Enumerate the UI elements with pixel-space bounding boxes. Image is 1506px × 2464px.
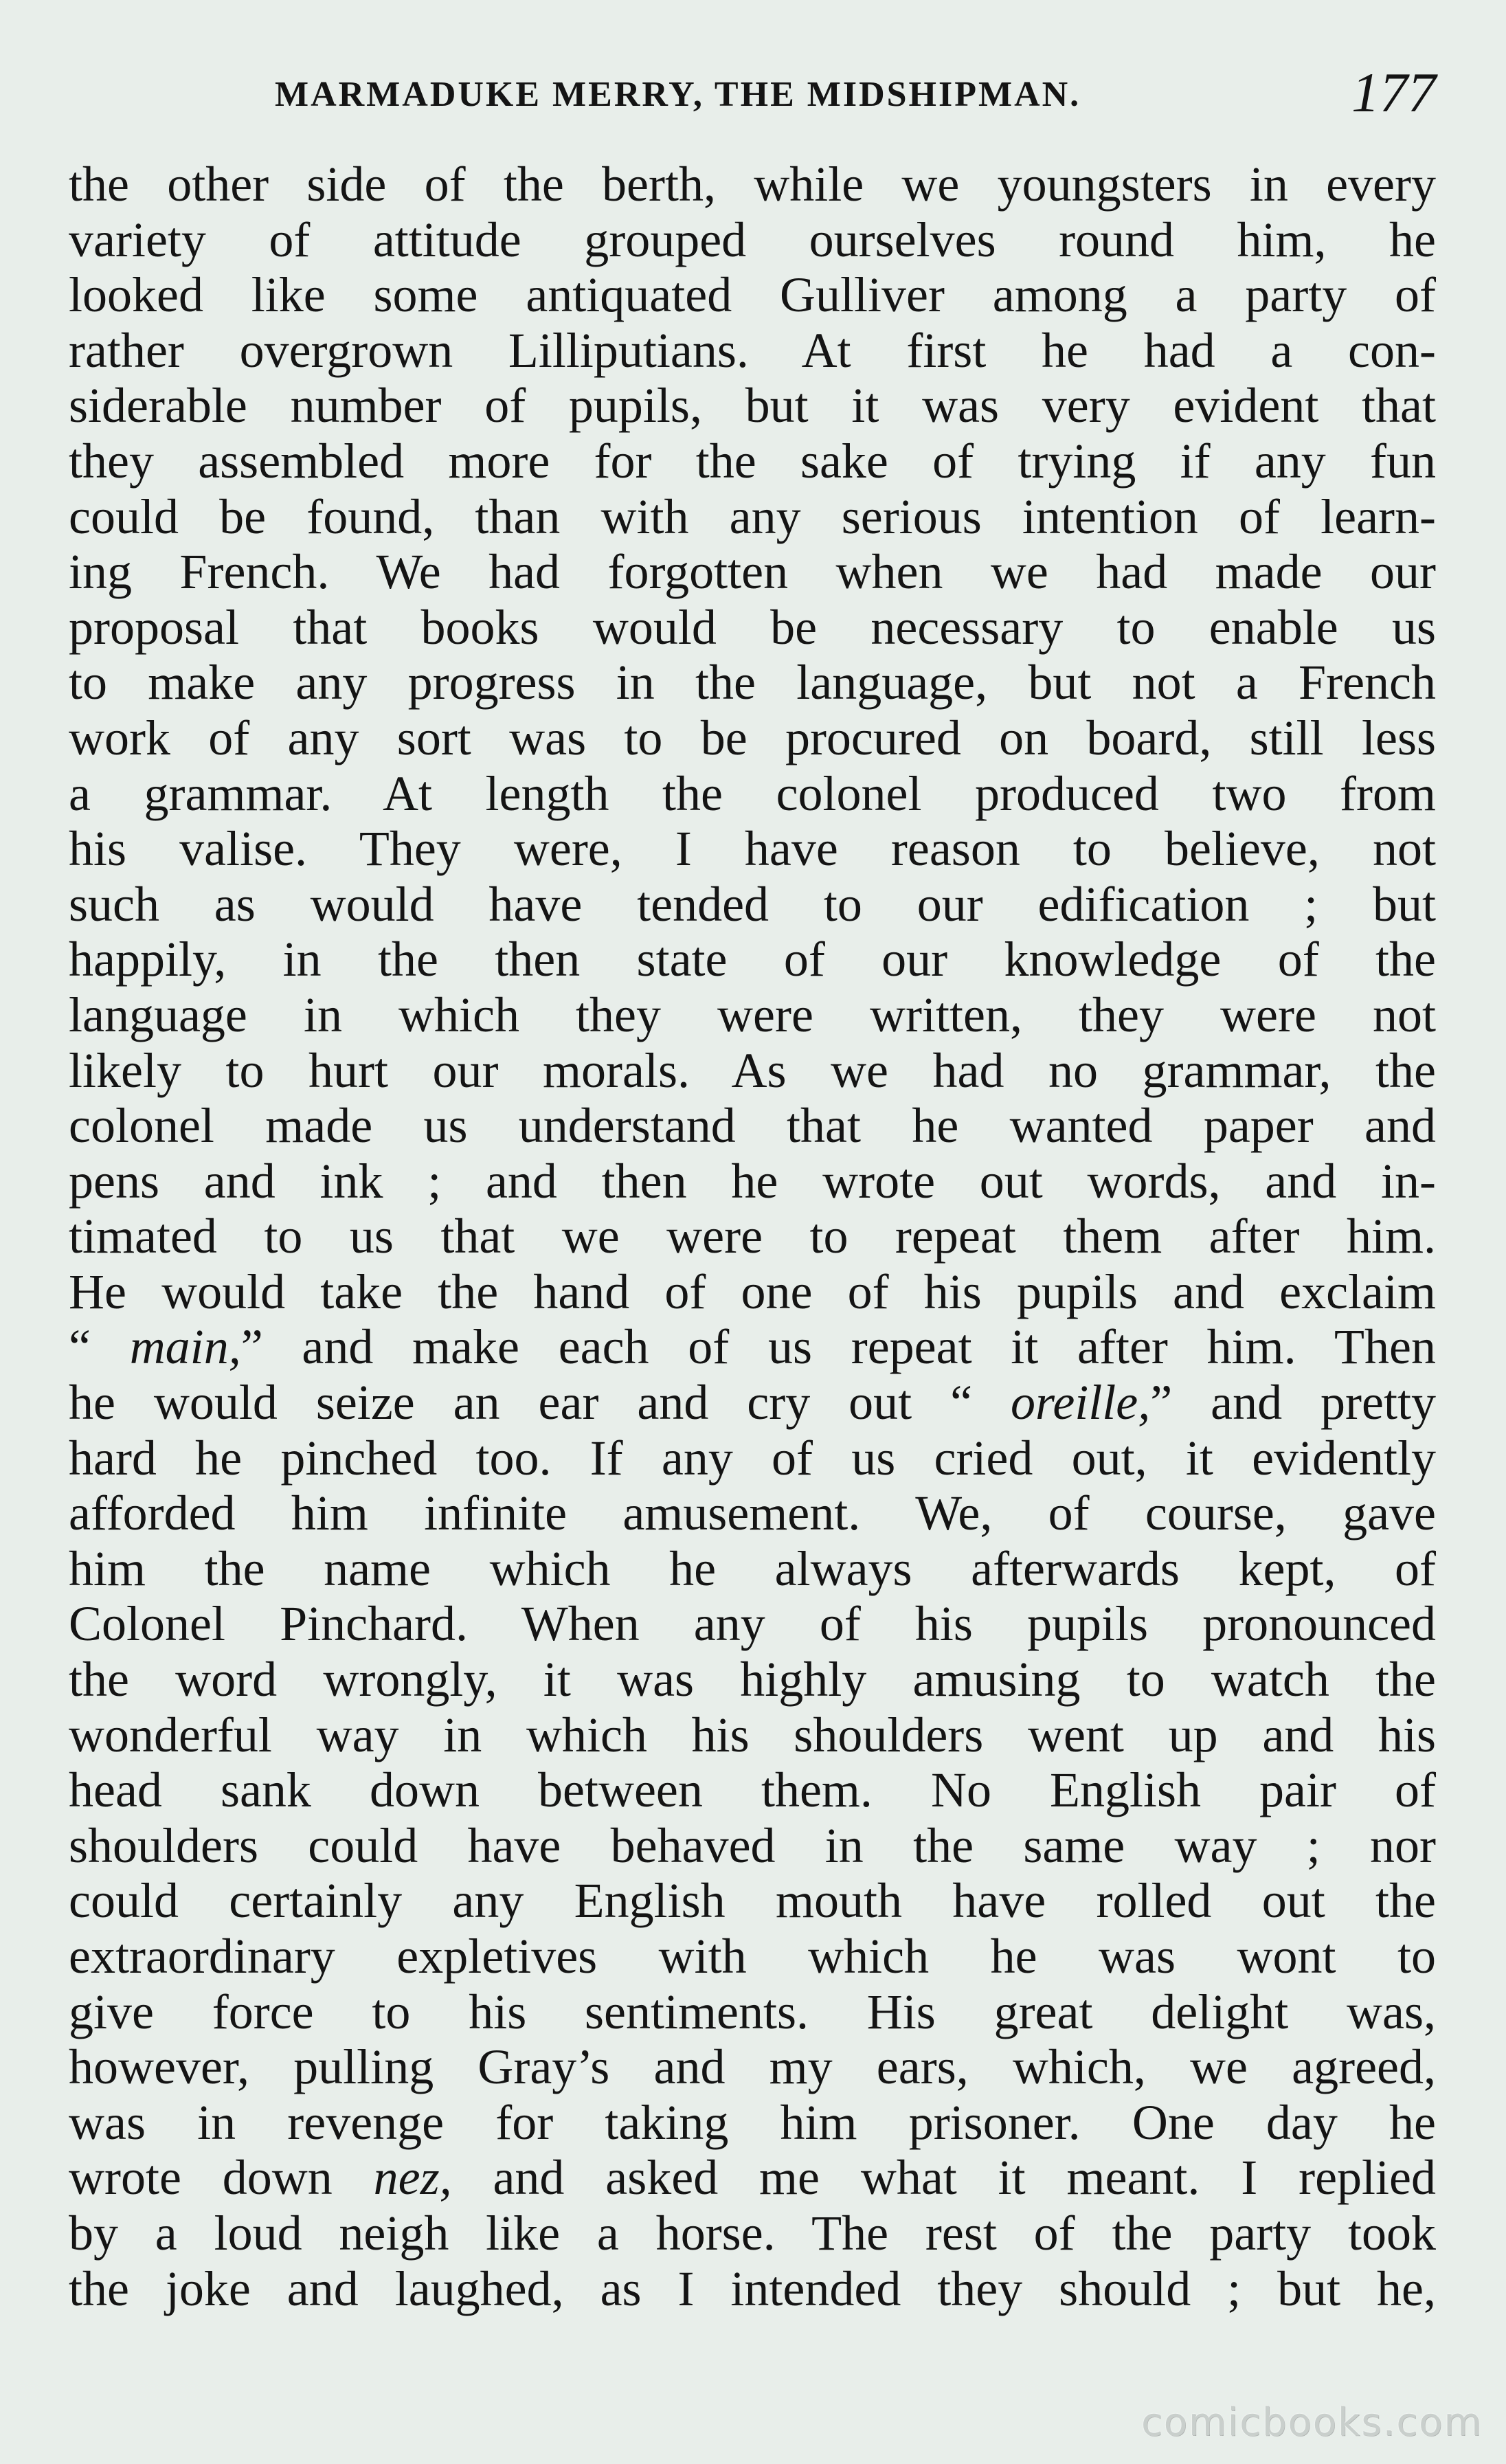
text-line: hard he pinched too. If any of us cried out, it evidently	[69, 1430, 1436, 1486]
text-line: rather overgrown Lilliputians. At first he had a con-	[69, 322, 1436, 378]
text-line: a grammar. At length the colonel produced two from	[69, 765, 1436, 821]
page-number: 177	[1351, 61, 1436, 124]
body-text	[69, 157, 1436, 2316]
text-line: was in revenge for taking him prisoner. One day he	[69, 2094, 1436, 2150]
italic-word: nez,	[373, 2150, 452, 2206]
text-line: “ main,” and make each of us repeat it after him. Then	[69, 1319, 1436, 1375]
text-line: afforded him infinite amusement. We, of course, gave	[69, 1486, 1436, 1541]
text-line: could certainly any English mouth have rolled out the	[69, 1873, 1436, 1929]
italic-word: oreille,	[1010, 1375, 1151, 1431]
text-line: to make any progress in the language, but not a French	[69, 655, 1436, 710]
text-line: wonderful way in which his shoulders went up and his	[69, 1707, 1436, 1762]
text-line: timated to us that we were to repeat them after him.	[69, 1209, 1436, 1264]
text-line: colonel made us understand that he wanted paper and	[69, 1098, 1436, 1154]
text-line: pens and ink ; and then he wrote out words, and in-	[69, 1153, 1436, 1209]
text-line: shoulders could have behaved in the same way ; nor	[69, 1817, 1436, 1873]
running-title: MARMADUKE MERRY, THE MIDSHIPMAN.	[275, 75, 1081, 114]
text-line: ing French. We had forgotten when we had made our	[69, 544, 1436, 600]
text-line: variety of attitude grouped ourselves round him, he	[69, 212, 1436, 267]
watermark: comicbooks.com	[1140, 2400, 1483, 2445]
text-line: the word wrongly, it was highly amusing to watch the	[69, 1652, 1436, 1707]
text-line: could be found, than with any serious intention of learn-	[69, 489, 1436, 544]
text-line: they assembled more for the sake of trying if any fun	[69, 433, 1436, 489]
text-line: happily, in the then state of our knowledge of the	[69, 932, 1436, 987]
text-line: siderable number of pupils, but it was very evident that	[69, 378, 1436, 434]
text-line: head sank down between them. No English pair of	[69, 1762, 1436, 1818]
text-line: looked like some antiquated Gulliver among a party of	[69, 267, 1436, 323]
text-line: extraordinary expletives with which he was wont to	[69, 1929, 1436, 1984]
text-line: by a loud neigh like a horse. The rest of the party took	[69, 2205, 1436, 2261]
text-line: He would take the hand of one of his pupils and exclaim	[69, 1264, 1436, 1319]
text-line: the joke and laughed, as I intended they should ; but he,	[69, 2261, 1436, 2316]
italic-word: main,	[129, 1319, 241, 1375]
text-line: he would seize an ear and cry out “ oreille,” and pretty	[69, 1375, 1436, 1431]
text-line: him the name which he always afterwards kept, of	[69, 1541, 1436, 1596]
text-line: however, pulling Gray’s and my ears, which, we agreed,	[69, 2039, 1436, 2095]
text-line: work of any sort was to be procured on board, still less	[69, 710, 1436, 765]
text-line: his valise. They were, I have reason to believe, not	[69, 821, 1436, 877]
text-line: proposal that books would be necessary to enable us	[69, 599, 1436, 655]
text-line: likely to hurt our morals. As we had no grammar, the	[69, 1042, 1436, 1098]
running-head	[69, 55, 1436, 137]
text-line: wrote down nez, and asked me what it meant. I replied	[69, 2150, 1436, 2206]
text-line: the other side of the berth, while we youngsters in every	[69, 157, 1436, 212]
text-line: give force to his sentiments. His great delight was,	[69, 1984, 1436, 2039]
text-line: such as would have tended to our edification ; but	[69, 876, 1436, 932]
text-line: Colonel Pinchard. When any of his pupils pronounced	[69, 1596, 1436, 1652]
text-line: language in which they were written, they were not	[69, 987, 1436, 1042]
